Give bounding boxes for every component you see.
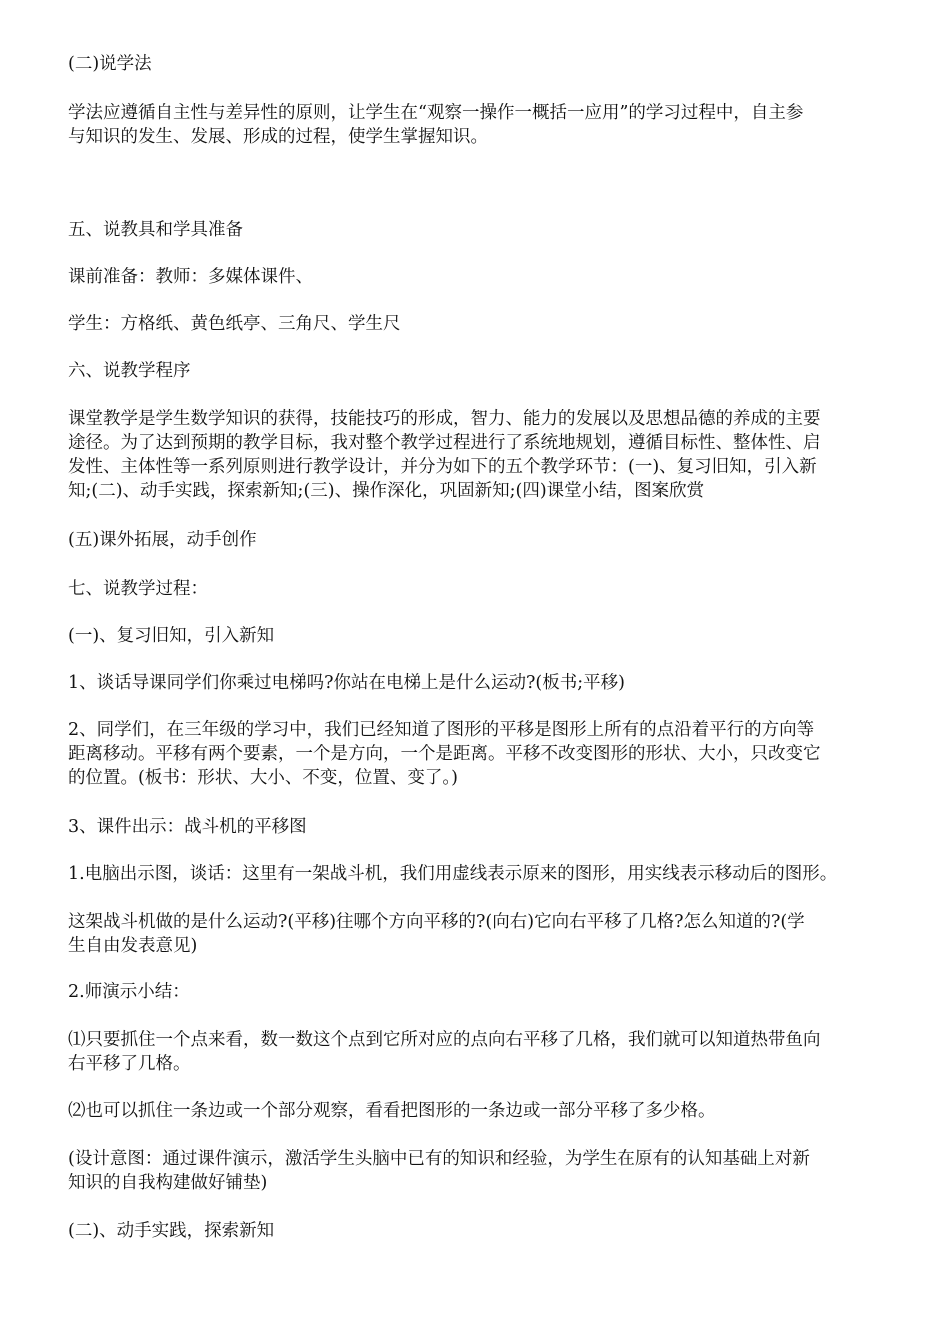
paragraph-point-1: ⑴只要抓住一个点来看，数一数这个点到它所对应的点向右平移了几格，我们就可以知道热带鱼向 右平移了几格。 (68, 1030, 821, 1074)
heading-section-6: 六、说教学程序 (68, 361, 191, 381)
paragraph-item-1: 1、谈话导课同学们你乘过电梯吗?你站在电梯上是什么运动?(板书;平移) (68, 673, 625, 693)
paragraph-demo-2: 2.师演示小结： (68, 982, 190, 1002)
paragraph-item-2: 2、同学们，在三年级的学习中，我们已经知道了图形的平移是图形上所有的点沿着平行的方向等 距离移动。平移有两个要素，一个是方向，一个是距离。平移不改变图形的形状、大小，只改变它 的位置。(板书：形状、大小、不变，位置、变了。) (68, 720, 821, 788)
heading-step-1: (一)、复习旧知，引入新知 (68, 626, 275, 646)
heading-section-5: 五、说教具和学具准备 (68, 220, 243, 240)
paragraph-demo-1: 1.电脑出示图，谈话：这里有一架战斗机，我们用虚线表示原来的图形，用实线表示移动后的图形。 (68, 864, 838, 884)
paragraph-preparation-teacher: 课前准备：教师：多媒体课件、 (68, 267, 313, 287)
heading-section-7: 七、说教学过程： (68, 579, 208, 599)
paragraph-point-2: ⑵也可以抓住一条边或一个部分观察，看看把图形的一条边或一部分平移了多少格。 (68, 1101, 716, 1121)
paragraph-preparation-students: 学生：方格纸、黄色纸亭、三角尺、学生尺 (68, 314, 401, 334)
heading-step-2: (二)、动手实践，探索新知 (68, 1221, 275, 1241)
paragraph-item-3: 3、课件出示：战斗机的平移图 (68, 817, 307, 837)
heading-methods: (二)说学法 (68, 54, 152, 74)
paragraph-procedure: 课堂教学是学生数学知识的获得，技能技巧的形成，智力、能力的发展以及思想品德的养成的主要 途径。为了达到预期的教学目标，我对整个教学过程进行了系统地规划，遵循目标性、整体性、启 发性、主体性等一系列原则进行教学设计，并分为如下的五个教学环节：(一)、复习旧知，引入新 知;(二)、动手实践，探索新知;(三)、操作深化，巩固新知;(四)课堂小结，图案欣赏 (68, 409, 821, 501)
paragraph-procedure-step-5: (五)课外拓展，动手创作 (68, 530, 257, 550)
paragraph-design-intent: (设计意图：通过课件演示，激活学生头脑中已有的知识和经验，为学生在原有的认知基础上对新 知识的自我构建做好铺垫) (68, 1149, 810, 1193)
paragraph-questions: 这架战斗机做的是什么运动?(平移)往哪个方向平移的?(向右)它向右平移了几格?怎么知道的?(学 生自由发表意见) (68, 912, 805, 956)
paragraph-methods: 学法应遵循自主性与差异性的原则，让学生在“观察一操作一概括一应用”的学习过程中，自主参 与知识的发生、发展、形成的过程，使学生掌握知识。 (68, 103, 804, 147)
